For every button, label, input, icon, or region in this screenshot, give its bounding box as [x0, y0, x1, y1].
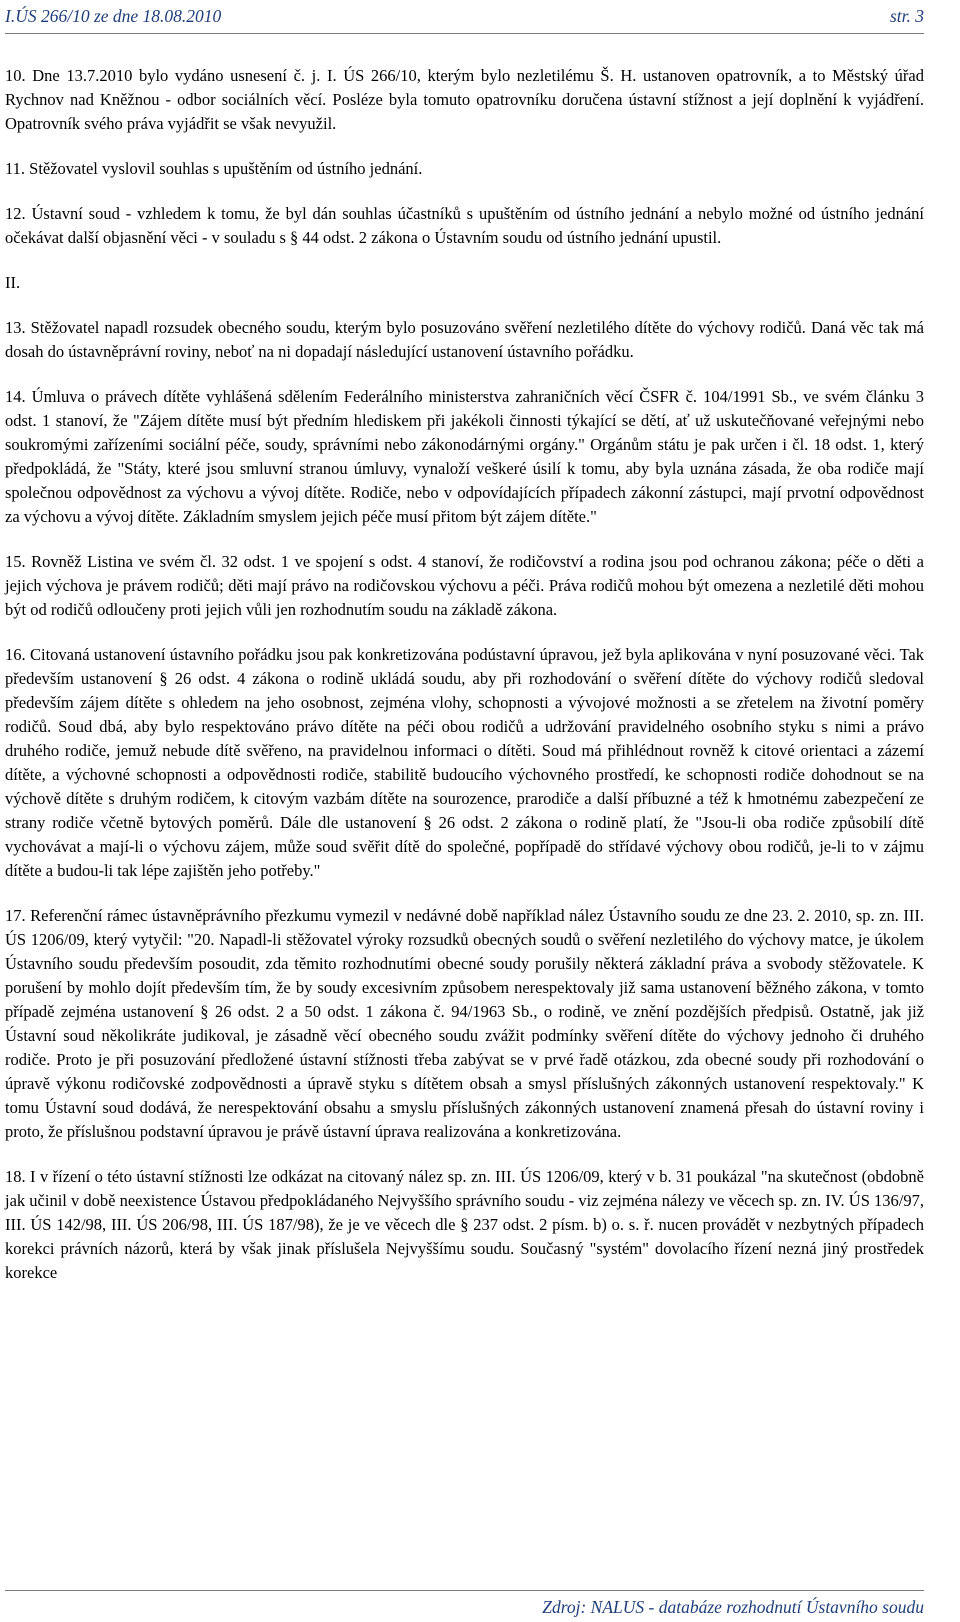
section-heading: II. [5, 273, 21, 292]
paragraph-15: 15. Rovněž Listina ve svém čl. 32 odst. 1 ve spojení s odst. 4 stanoví, že rodičovství a rodina jsou pod ochranou zákona; péče o děti a jejich výchova je právem rodičů; děti mají právo na rodičovskou výchovu a péči. Práva rodičů mohou být omezena a nezletilé děti mohou být od rodičů odloučeny proti jejich vůli jen rozhodnutím soudu na základě zákona. [5, 552, 924, 619]
paragraph-12: 12. Ústavní soud - vzhledem k tomu, že byl dán souhlas účastníků s upuštěním od ústního jednání a nebylo možné od ústního jednání očekávat další objasnění věci - v souladu s § 44 odst. 2 zákona o Ústavním soudu od ústního jednání upustil. [5, 204, 924, 247]
page-header [5, 3, 924, 34]
paragraph-16: 16. Citovaná ustanovení ústavního pořádku jsou pak konkretizována podústavní úpravou, jež byla aplikována v nyní posuzované věci. Tak především ustanovení § 26 odst. 4 zákona o rodině ukládá soudu, aby při rozhodování o svěření dítěte do výchovy rodičů sledoval především zájem dítěte s ohledem na jeho osobnost, zejména vlohy, schopnosti a vývojové možnosti a se zřetelem na životní poměry rodičů. Soud dbá, aby bylo respektováno právo dítěte na péči obou rodičů a udržování pravidelného osobního styku s nimi a právo druhého rodiče, jemuž nebude dítě svěřeno, na pravidelnou informaci o dítěti. Soud má přihlédnout rovněž k citové orientaci a zázemí dítěte, a výchovné schopnosti a odpovědnosti rodiče, stabilitě budoucího výchovného prostředí, ke schopnosti rodiče dohodnout se na výchově dítěte s druhým rodičem, k citovým vazbám dítěte na sourozence, prarodiče a další příbuzné a též k hmotnému zabezpečení ze strany rodiče včetně bytových poměrů. Dále dle ustanovení § 26 odst. 2 zákona o rodině platí, že "Jsou-li oba rodiče způsobilí dítě vychovávat a mají-li o výchovu zájem, může soud svěřit dítě do společné, popřípadě do střídavé výchovy obou rodičů, je-li to v zájmu dítěte a budou-li tak lépe zajištěn jeho potřeby." [5, 645, 924, 880]
paragraph-17: 17. Referenční rámec ústavněprávního přezkumu vymezil v nedávné době například nález Ústavního soudu ze dne 23. 2. 2010, sp. zn. III. ÚS 1206/09, který vytyčil: "20. Napadl-li stěžovatel výroky rozsudků obecných soudů o svěření nezletilého do výchovy matce, je úkolem Ústavního soudu především posoudit, zda těmito rozhodnutími obecné soudy porušily některá základní práva a svobody stěžovatele. K porušení by mohlo dojít především tím, že by soudy excesivním způsobem nerespektovaly již sama ustanovení běžného zákona, v tomto případě zejména ustanovení § 26 odst. 2 a 50 odst. 1 zákona č. 94/1963 Sb., o rodině, ve znění pozdějších předpisů. Ostatně, jak již Ústavní soud několikráte judikoval, je zásadně věcí obecného soudu zvážit podmínky svěření dítěte do výchovy jednoho či druhého rodiče. Proto je při posuzování předložené ústavní stížnosti třeba zabývat se v prvé řadě otázkou, zda obecné soudy při rozhodování o úpravě výkonu rodičovské zodpovědnosti a úpravě styku s dítětem obsah a smysl příslušných zákonných ustanovení respektovaly." K tomu Ústavní soud dodává, že nerespektování obsahu a smyslu příslušných zákonných ustanovení znamená přesah do ústavní roviny i proto, že příslušnou podstavní úpravou je právě ústavní úprava realizována a konkretizována. [5, 906, 924, 1141]
paragraph-11: 11. Stěžovatel vyslovil souhlas s upuštěním od ústního jednání. [5, 159, 423, 178]
source-note: Zdroj: NALUS - databáze rozhodnutí Ústavního soudu [542, 1597, 924, 1617]
paragraph-18: 18. I v řízení o této ústavní stížnosti lze odkázat na citovaný nález sp. zn. III. ÚS 1206/09, který v b. 31 poukázal "na skutečnost (obdobně jak učinil v době neexistence Ústavou předpokládaného Nejvyššího správního soudu - viz zejména nálezy ve věcech sp. zn. IV. ÚS 136/97, III. ÚS 142/98, III. ÚS 206/98, III. ÚS 187/98), že je ve věcech dle § 237 odst. 2 písm. b) o. s. ř. nucen provádět v nezbytných případech korekci právních názorů, která by však jinak příslušela Nejvyššímu soudu. Současný "systém" dovolacího řízení nezná jiný prostředek korekce [5, 1167, 924, 1282]
page-number: str. 3 [889, 6, 924, 26]
paragraph-10: 10. Dne 13.7.2010 bylo vydáno usnesení č. j. I. ÚS 266/10, kterým bylo nezletilému Š. H. ustanoven opatrovník, a to Městský úřad Rychnov nad Kněžnou - odbor sociálních věcí. Posléze byla tomuto opatrovníku doručena ústavní stížnost a její doplnění k vyjádření. Opatrovník svého práva vyjádřit se však nevyužil. [5, 66, 924, 133]
paragraph-14: 14. Úmluva o právech dítěte vyhlášená sdělením Federálního ministerstva zahraničních věcí ČSFR č. 104/1991 Sb., ve svém článku 3 odst. 1 stanoví, že "Zájem dítěte musí být předním hlediskem při jakékoli činnosti týkající se dětí, ať už uskutečňované veřejnými nebo soukromými zařízeními sociální péče, soudy, správními nebo zákonodárnými orgány." Orgánům státu je pak určen i čl. 18 odst. 1, který předpokládá, že "Státy, které jsou smluvní stranou úmluvy, vynaloží veškeré úsilí k tomu, aby byla uznána zásada, že oba rodiče mají společnou odpovědnost za výchovu a vývoj dítěte. Rodiče, nebo v odpovídajících případech zákonní zástupci, mají prvotní odpovědnost za výchovu a vývoj dítěte. Základním smyslem jejich péče musí přitom být zájem dítěte." [5, 387, 924, 526]
footer-divider [5, 1590, 924, 1591]
page-footer [5, 1590, 924, 1622]
document-reference: I.ÚS 266/10 ze dne 18.08.2010 [5, 6, 222, 26]
paragraph-13: 13. Stěžovatel napadl rozsudek obecného soudu, kterým bylo posuzováno svěření nezletilého dítěte do výchovy rodičů. Daná věc tak má dosah do ústavněprávní roviny, neboť na ni dopadají následující ustanovení ústavního pořádku. [5, 318, 924, 361]
document-body [5, 64, 924, 1306]
